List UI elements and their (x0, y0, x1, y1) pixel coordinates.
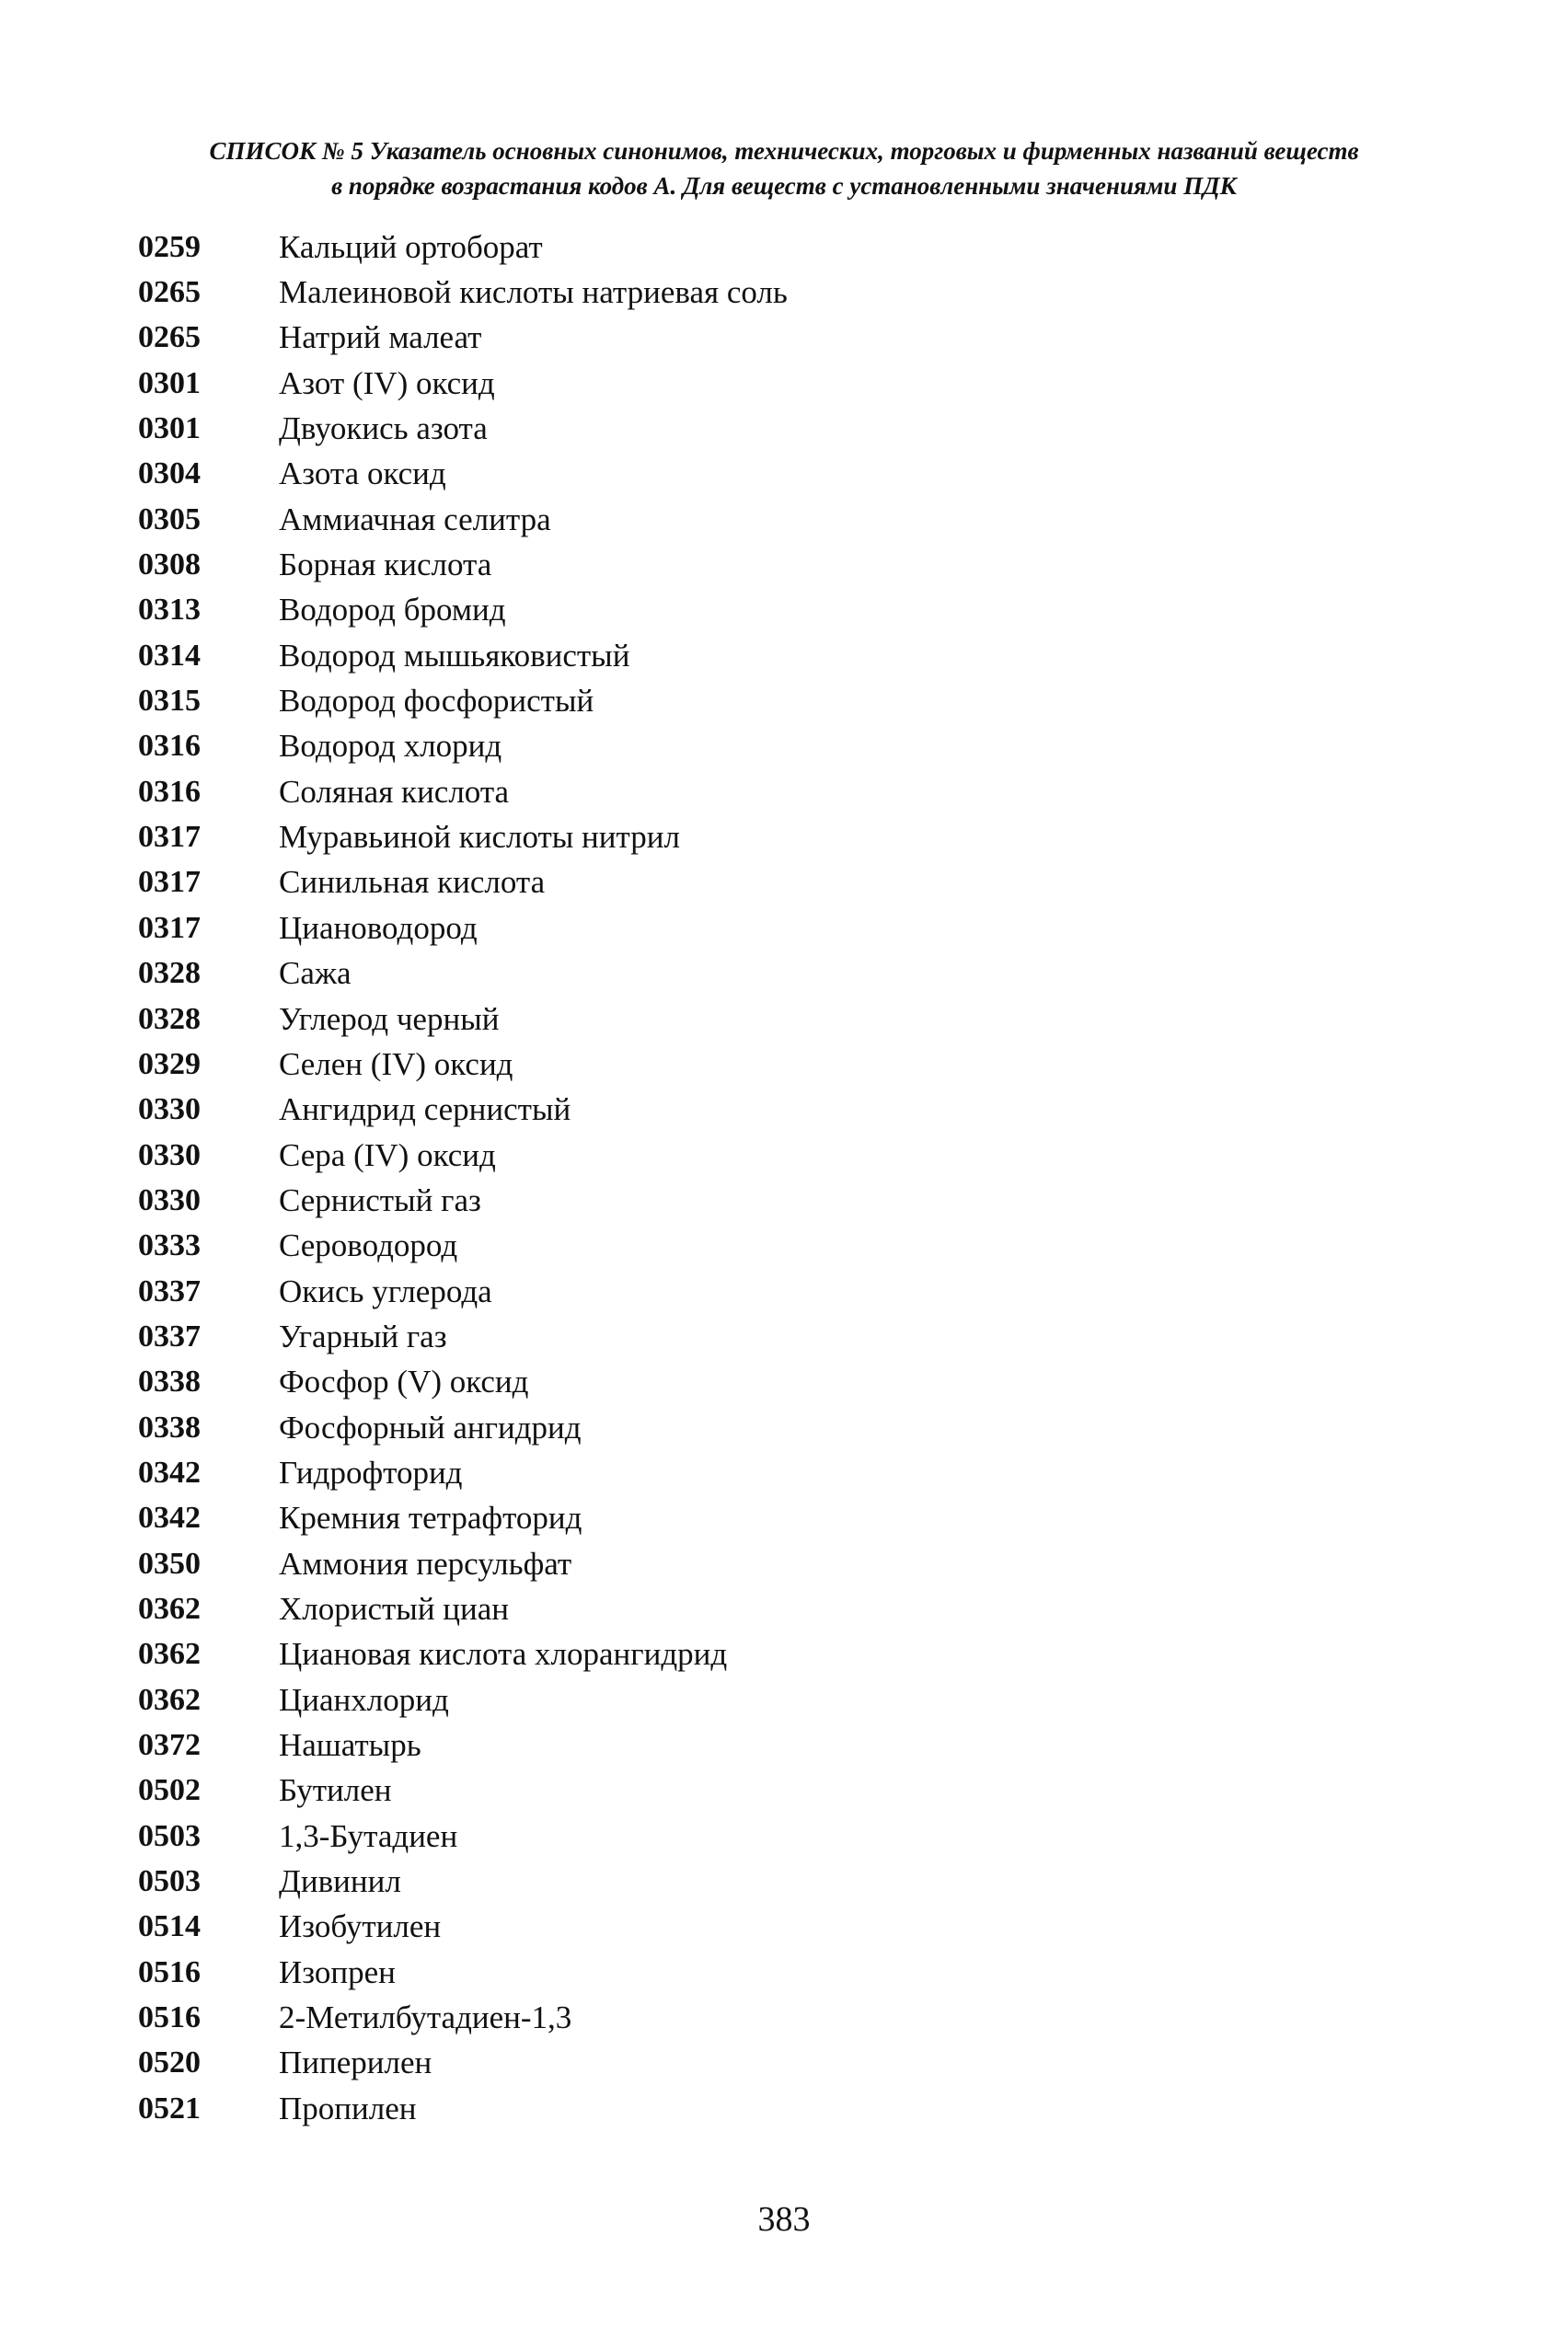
substance-code: 0265 (138, 320, 201, 355)
substance-code: 0516 (138, 2000, 201, 2035)
substance-name: Хлористый циан (279, 1590, 510, 1627)
substance-code: 0362 (138, 1591, 201, 1626)
list-item (138, 814, 1426, 859)
substance-code: 0301 (138, 411, 201, 446)
header-line-2: в порядке возрастания кодов А. Для веществ с установленными значениями ПДК (331, 172, 1237, 200)
substance-name: Нашатырь (279, 1727, 421, 1764)
substance-name: Водород фосфористый (279, 683, 594, 720)
list-item (138, 361, 1426, 406)
substance-name: Селен (IV) оксид (279, 1045, 513, 1082)
list-item (138, 1496, 1426, 1541)
list-item (138, 1178, 1426, 1223)
list-item (138, 951, 1426, 997)
list-item (138, 1859, 1426, 1904)
list-item (138, 997, 1426, 1042)
list-item (138, 1677, 1426, 1723)
substance-code: 0338 (138, 1410, 201, 1445)
list-item (138, 225, 1426, 270)
substance-name: Кальций ортоборат (279, 228, 543, 265)
substance-code: 0337 (138, 1319, 201, 1354)
substance-code: 0330 (138, 1092, 201, 1127)
substance-code: 0313 (138, 593, 201, 628)
substance-code: 0342 (138, 1455, 201, 1490)
substance-name: Натрий малеат (279, 319, 482, 356)
substance-name: Ангидрид сернистый (279, 1091, 571, 1128)
page-number: 383 (757, 2200, 811, 2239)
substance-name: Сернистый газ (279, 1181, 481, 1218)
substance-name: Борная кислота (279, 547, 492, 583)
substance-code: 0314 (138, 638, 201, 673)
list-item (138, 1950, 1426, 1995)
page-header (0, 133, 1568, 203)
substance-code: 0520 (138, 2045, 201, 2080)
substance-code: 0503 (138, 1818, 201, 1853)
substance-code: 0265 (138, 275, 201, 310)
synonym-list (138, 225, 1426, 2131)
list-item (138, 1995, 1426, 2040)
substance-name: Муравьиной кислоты нитрил (279, 819, 680, 856)
substance-code: 0502 (138, 1773, 201, 1808)
list-item (138, 452, 1426, 497)
substance-name: Сажа (279, 955, 352, 992)
substance-code: 0305 (138, 501, 201, 536)
substance-code: 0301 (138, 365, 201, 400)
substance-code: 0330 (138, 1137, 201, 1172)
substance-name: Циановая кислота хлорангидрид (279, 1636, 728, 1673)
substance-name: Пропилен (279, 2090, 417, 2126)
substance-name: Угарный газ (279, 1318, 447, 1354)
substance-name: Аммония персульфат (279, 1545, 572, 1582)
substance-code: 0362 (138, 1637, 201, 1672)
substance-name: Бутилен (279, 1772, 392, 1809)
substance-name: Изобутилен (279, 1908, 442, 1945)
list-item (138, 2041, 1426, 2086)
substance-name: Синильная кислота (279, 864, 546, 901)
substance-code: 0328 (138, 1001, 201, 1036)
substance-code: 0372 (138, 1728, 201, 1763)
substance-name: Малеиновой кислоты натриевая соль (279, 274, 788, 311)
substance-name: Соляная кислота (279, 773, 510, 810)
list-item (138, 542, 1426, 587)
substance-code: 0337 (138, 1273, 201, 1308)
substance-code: 0317 (138, 865, 201, 900)
list-item (138, 633, 1426, 678)
substance-name: Аммиачная селитра (279, 501, 551, 537)
list-item (138, 2086, 1426, 2131)
substance-name: Водород бромид (279, 592, 506, 628)
list-item (138, 270, 1426, 315)
header-line-1: СПИСОК № 5 Указатель основных синонимов, технических, торговых и фирменных названий веществ (209, 137, 1359, 165)
list-item (138, 1224, 1426, 1269)
substance-name: Азот (IV) оксид (279, 364, 495, 401)
substance-code: 0514 (138, 1909, 201, 1944)
substance-code: 0342 (138, 1501, 201, 1536)
substance-code: 0316 (138, 774, 201, 809)
list-item (138, 905, 1426, 951)
list-item (138, 1133, 1426, 1178)
list-item (138, 769, 1426, 814)
substance-name: Гидрофторид (279, 1454, 463, 1491)
substance-name: Цианхлорид (279, 1681, 449, 1718)
list-item (138, 860, 1426, 905)
list-item (138, 316, 1426, 361)
list-item (138, 1360, 1426, 1405)
substance-code: 0503 (138, 1864, 201, 1899)
substance-name: Сероводород (279, 1227, 458, 1264)
substance-name: 1,3-Бутадиен (279, 1817, 458, 1854)
substance-code: 0521 (138, 2091, 201, 2126)
substance-name: Сера (IV) оксид (279, 1136, 496, 1173)
substance-name: Окись углерода (279, 1273, 492, 1309)
list-item (138, 678, 1426, 723)
substance-code: 0516 (138, 1954, 201, 1989)
list-item (138, 724, 1426, 769)
substance-code: 0330 (138, 1182, 201, 1217)
substance-name: Кремния тетрафторид (279, 1500, 582, 1537)
list-item (138, 1905, 1426, 1950)
list-item (138, 588, 1426, 633)
substance-name: 2-Метилбутадиен-1,3 (279, 1999, 572, 2036)
substance-name: Циановодород (279, 909, 478, 946)
list-item (138, 1088, 1426, 1133)
substance-code: 0329 (138, 1046, 201, 1081)
substance-code: 0316 (138, 729, 201, 764)
substance-name: Фосфорный ангидрид (279, 1409, 582, 1446)
substance-name: Водород мышьяковистый (279, 637, 630, 674)
list-item (138, 1723, 1426, 1768)
substance-code: 0317 (138, 910, 201, 945)
substance-name: Углерод черный (279, 1000, 500, 1037)
substance-code: 0362 (138, 1682, 201, 1717)
substance-code: 0259 (138, 229, 201, 264)
substance-code: 0317 (138, 820, 201, 855)
substance-name: Водород хлорид (279, 728, 502, 765)
substance-code: 0315 (138, 684, 201, 719)
substance-name: Фосфор (V) оксид (279, 1364, 529, 1400)
substance-name: Пиперилен (279, 2045, 432, 2081)
list-item (138, 1314, 1426, 1359)
substance-name: Изопрен (279, 1953, 396, 1990)
substance-code: 0308 (138, 547, 201, 582)
list-item (138, 497, 1426, 542)
list-item (138, 406, 1426, 451)
list-item (138, 1769, 1426, 1814)
substance-name: Дивинил (279, 1863, 401, 1900)
list-item (138, 1042, 1426, 1087)
substance-code: 0350 (138, 1546, 201, 1581)
list-item (138, 1586, 1426, 1631)
substance-name: Азота оксид (279, 455, 446, 492)
list-item (138, 1405, 1426, 1450)
substance-code: 0304 (138, 456, 201, 491)
list-item (138, 1269, 1426, 1314)
substance-name: Двуокись азота (279, 410, 488, 447)
list-item (138, 1632, 1426, 1677)
list-item (138, 1450, 1426, 1495)
substance-code: 0338 (138, 1365, 201, 1400)
list-item (138, 1541, 1426, 1586)
list-item (138, 1814, 1426, 1859)
substance-code: 0328 (138, 956, 201, 991)
substance-code: 0333 (138, 1228, 201, 1263)
